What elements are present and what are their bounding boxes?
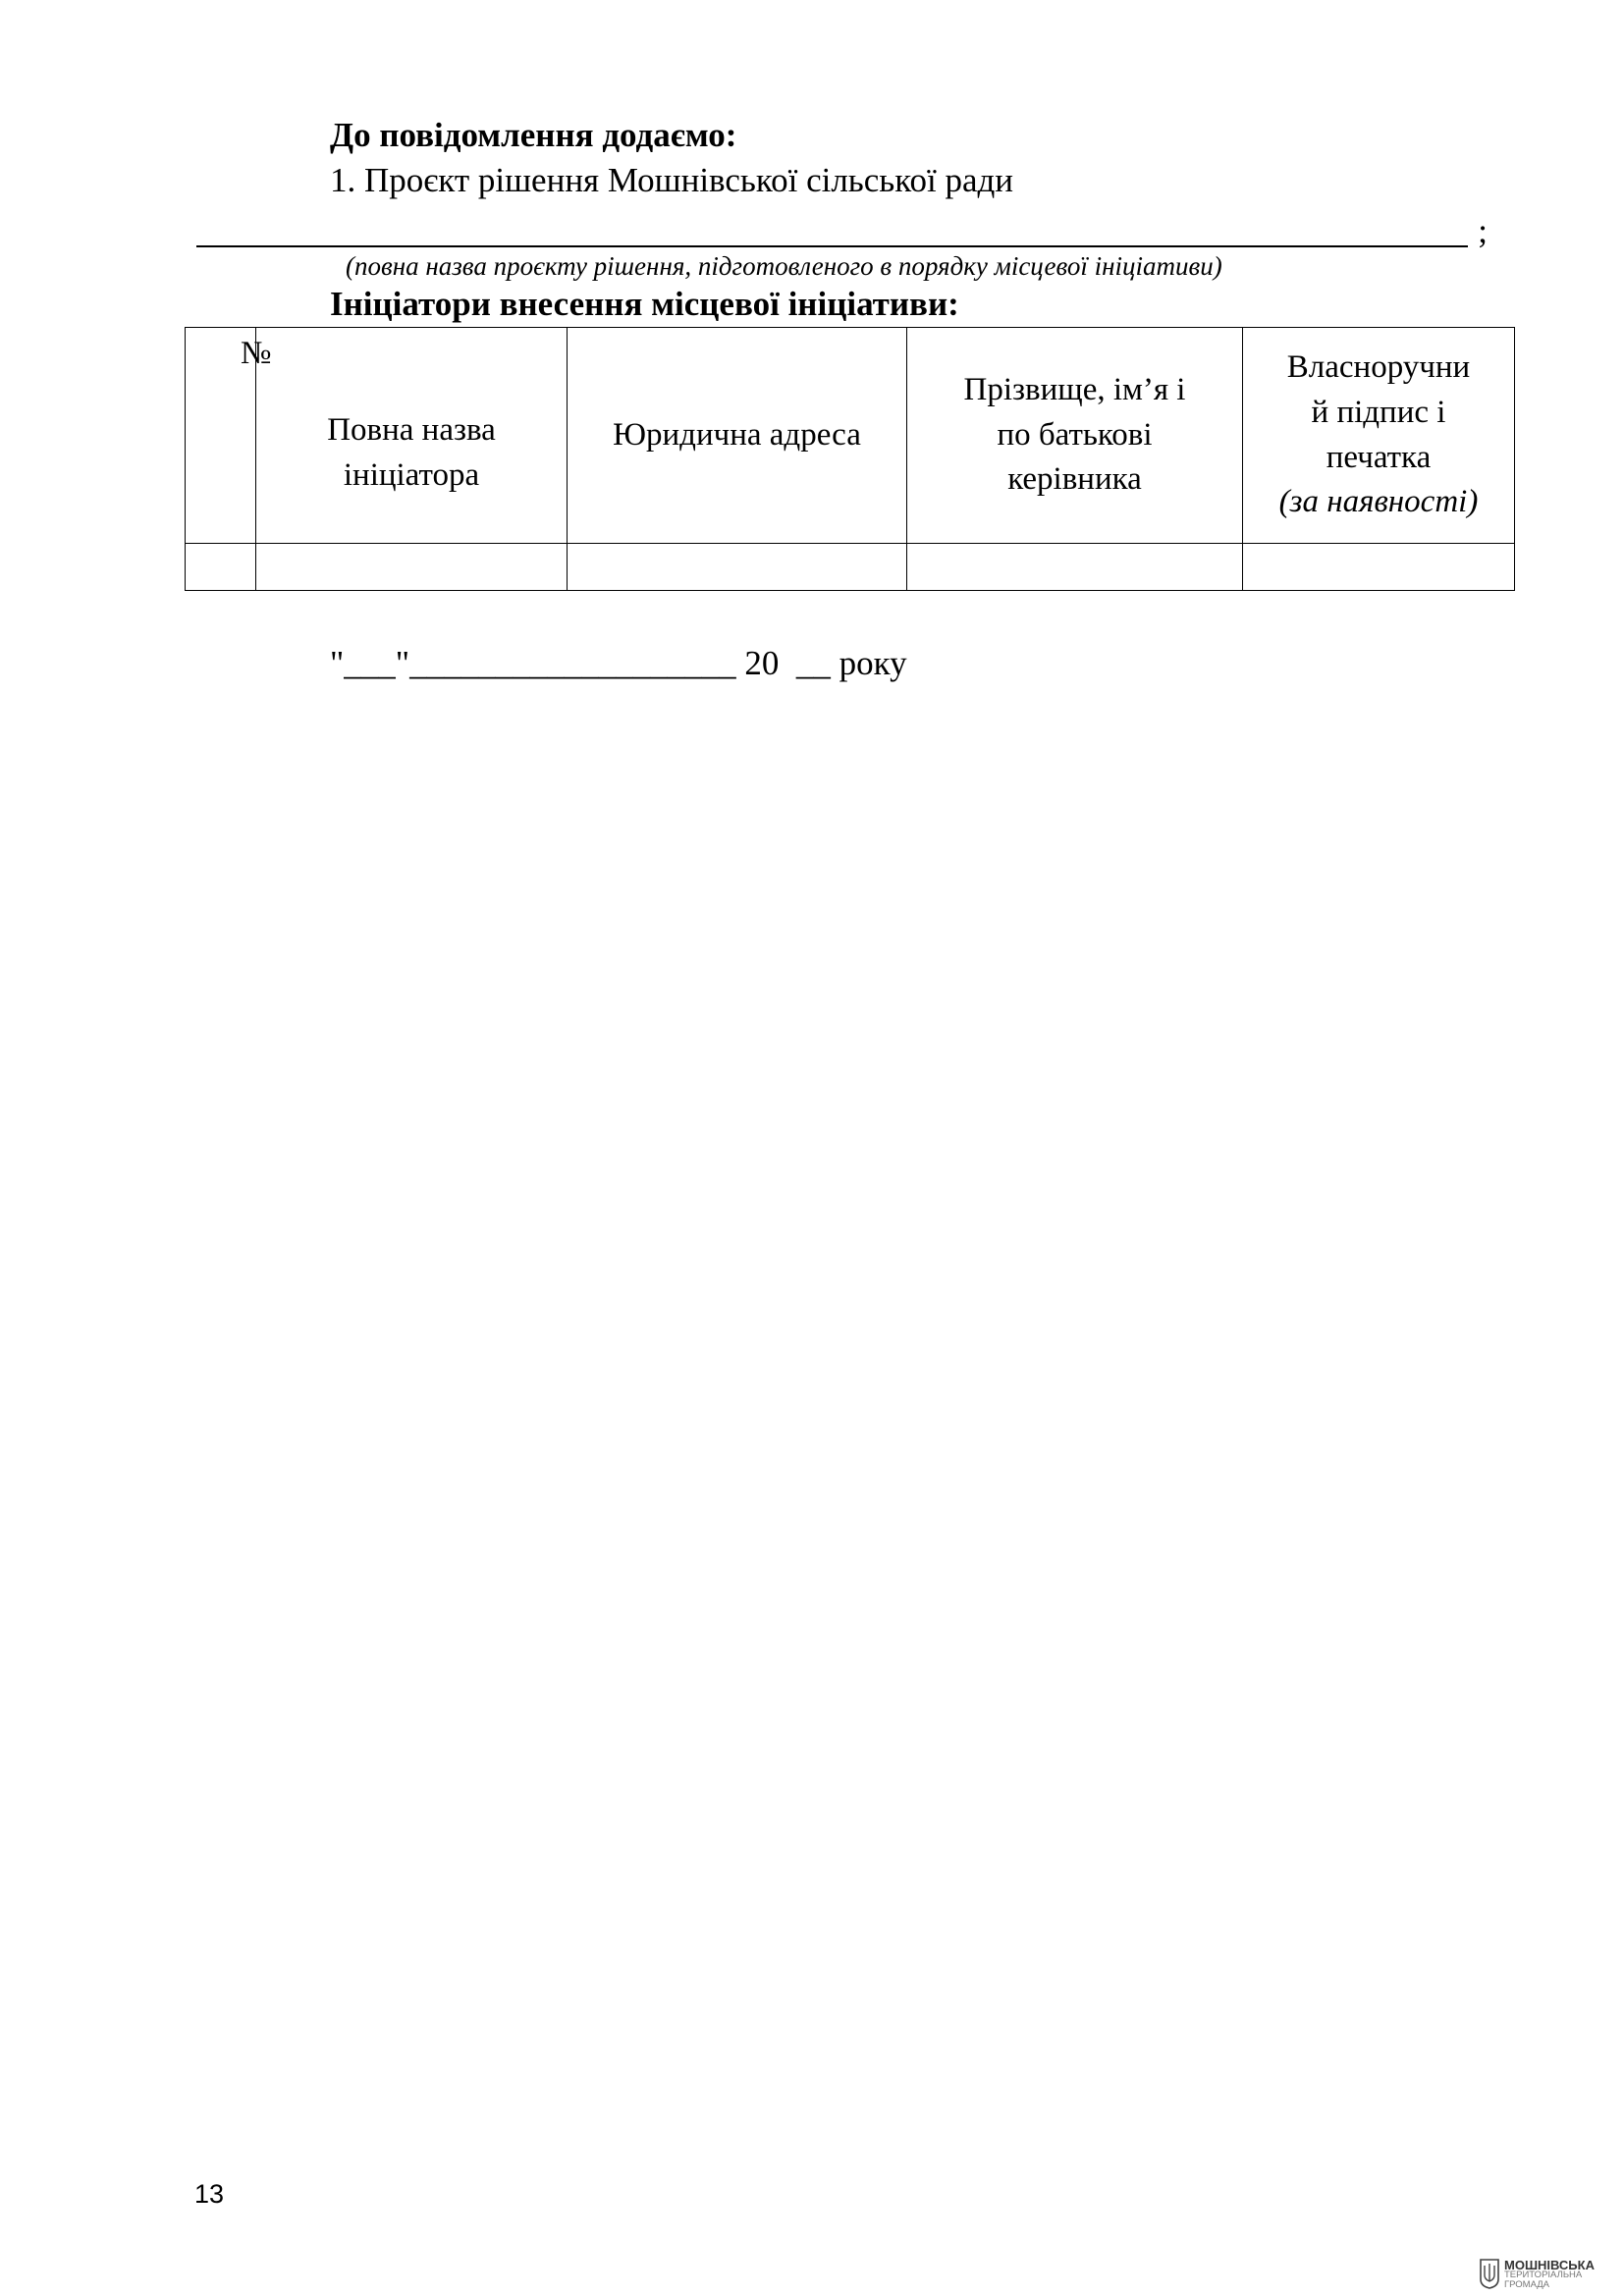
attachment-item-1: 1. Проєкт рішення Мошнівської сільської ради [330, 161, 1014, 199]
fill-in-line [196, 208, 1488, 250]
logo-subtitle: ТЕРИТОРІАЛЬНА ГРОМАДА [1504, 2269, 1583, 2290]
table-cell[interactable] [1243, 544, 1515, 591]
footer-logo [1479, 2258, 1616, 2293]
initiators-table [185, 327, 1515, 591]
table-cell[interactable] [907, 544, 1243, 591]
number-sign: № [241, 336, 272, 371]
col-head-header: Прізвище, ім’я і по батькові керівника [907, 328, 1243, 544]
line-end-semicolon: ; [1478, 212, 1488, 250]
logo-title: МОШНІВСЬКА [1504, 2258, 1595, 2272]
initiators-heading: Ініціатори внесення місцевої ініціативи: [330, 285, 959, 323]
table-header-row [186, 328, 1515, 544]
trident-emblem-icon [1479, 2258, 1500, 2289]
col-address-header: Юридична адреса [568, 328, 907, 544]
table-row [186, 544, 1515, 591]
col-number-header [186, 328, 272, 544]
page-number: 13 [194, 2179, 225, 2209]
table-cell[interactable] [568, 544, 907, 591]
table-cell[interactable] [256, 544, 568, 591]
fill-in-caption: (повна назва проєкту рішення, підготовленого в порядку місцевої ініціативи) [346, 251, 1222, 281]
table-cell[interactable] [186, 544, 256, 591]
col-name-header: Повна назва ініціатора [256, 328, 568, 544]
fill-in-rule [196, 245, 1468, 247]
date-line: "___"___________________ 20 __ року [330, 644, 907, 682]
attachments-heading: До повідомлення додаємо: [330, 116, 737, 154]
col-signature-header: Власноручни й підпис і печатка (за наявності) [1243, 328, 1515, 544]
